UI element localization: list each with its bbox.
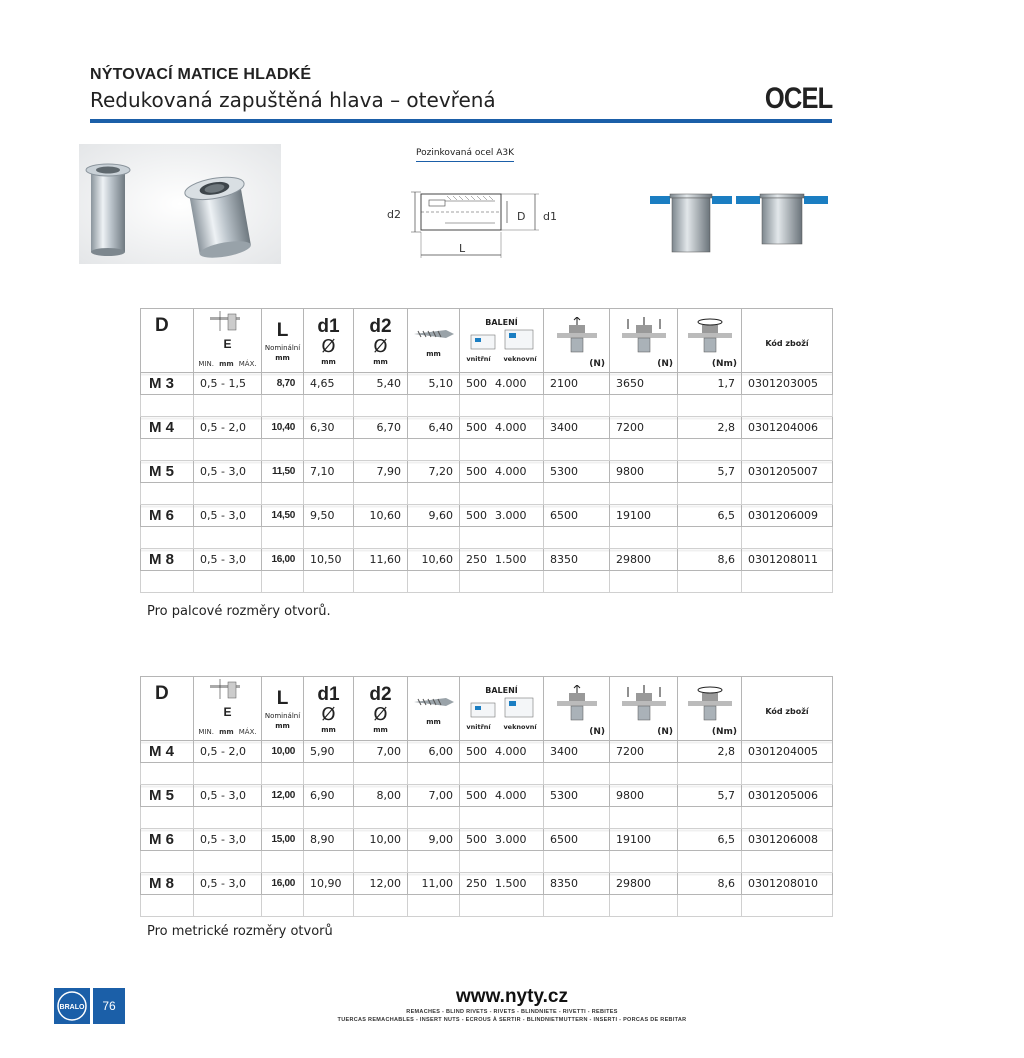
spacer-cell — [304, 571, 354, 593]
spacer-cell — [678, 807, 742, 829]
spacer-cell — [408, 763, 460, 785]
section-subtitle: Redukovaná zapuštěná hlava – otevřená — [90, 88, 496, 112]
spacer-cell — [354, 895, 408, 917]
spacer-cell — [141, 807, 194, 829]
cell-f2: 7200 — [610, 741, 678, 763]
spacer-cell — [544, 395, 610, 417]
cell-l: 15,00 — [262, 829, 304, 851]
cell-packing-outer: 3.000 — [495, 833, 527, 846]
spacer-cell — [460, 807, 544, 829]
cell-l: 16,00 — [262, 873, 304, 895]
table-row — [141, 417, 833, 439]
spacer-cell — [678, 571, 742, 593]
col-code: Kód zboží — [742, 309, 833, 373]
cell-f2: 7200 — [610, 417, 678, 439]
spacer-cell — [678, 483, 742, 505]
spacer-cell — [678, 527, 742, 549]
cell-packing — [460, 417, 544, 439]
cell-d2: 11,60 — [354, 549, 408, 571]
col-l: L Nominální mm — [262, 309, 304, 373]
spacer-cell — [354, 527, 408, 549]
cell-e: 0,5 - 3,0 — [194, 549, 262, 571]
cell-s: 11,00 — [408, 873, 460, 895]
spacer-cell — [460, 895, 544, 917]
spacer-cell — [354, 439, 408, 461]
spacer-cell — [408, 439, 460, 461]
cell-packing-outer: 4.000 — [495, 789, 527, 802]
cell-s: 7,20 — [408, 461, 460, 483]
spacer-cell — [610, 807, 678, 829]
cell-f1: 2100 — [544, 373, 610, 395]
drill-bit-icon — [412, 692, 456, 712]
cell-t: 5,7 — [678, 785, 742, 807]
tensile-force-icon — [555, 685, 599, 729]
label-d1: d1 — [543, 210, 557, 223]
spacer-cell — [262, 527, 304, 549]
spacer-cell — [304, 895, 354, 917]
cell-d2: 7,00 — [354, 741, 408, 763]
spacer-row — [141, 483, 833, 505]
cell-packing — [460, 785, 544, 807]
spacer-cell — [610, 439, 678, 461]
cell-l: 8,70 — [262, 373, 304, 395]
spacer-cell — [544, 527, 610, 549]
torque-icon — [686, 685, 734, 729]
cell-code: 0301205007 — [742, 461, 833, 483]
website-url[interactable]: www.nyty.cz — [456, 986, 568, 1007]
cell-f1: 6500 — [544, 505, 610, 527]
cell-e: 0,5 - 1,5 — [194, 373, 262, 395]
col-force-shear: (N) — [610, 309, 678, 373]
cell-s: 9,60 — [408, 505, 460, 527]
spacer-cell — [460, 763, 544, 785]
mounted-view-before — [650, 188, 732, 258]
cell-d: M 6 — [141, 505, 194, 527]
cell-packing — [460, 741, 544, 763]
cell-s: 6,40 — [408, 417, 460, 439]
cell-packing-outer: 3.000 — [495, 509, 527, 522]
note-inch: Pro palcové rozměry otvorů. — [147, 604, 331, 619]
shear-force-icon — [620, 317, 668, 361]
cell-code: 0301204005 — [742, 741, 833, 763]
cell-packing-outer: 4.000 — [495, 421, 527, 434]
drill-bit-icon — [412, 324, 456, 344]
spacer-cell — [544, 571, 610, 593]
table-header-row — [141, 677, 833, 741]
cell-code: 0301203005 — [742, 373, 833, 395]
col-force-tension: (N) — [544, 677, 610, 741]
cell-l: 16,00 — [262, 549, 304, 571]
spacer-row — [141, 439, 833, 461]
cell-f2: 29800 — [610, 549, 678, 571]
spacer-cell — [460, 527, 544, 549]
cell-packing — [460, 373, 544, 395]
cell-packing-outer: 4.000 — [495, 377, 527, 390]
spacer-cell — [354, 807, 408, 829]
spec-table-inch — [140, 308, 833, 593]
cell-d1: 10,90 — [304, 873, 354, 895]
cell-s: 10,60 — [408, 549, 460, 571]
cell-f1: 5300 — [544, 461, 610, 483]
spacer-cell — [610, 527, 678, 549]
spacer-cell — [544, 763, 610, 785]
cell-f1: 6500 — [544, 829, 610, 851]
spacer-cell — [354, 851, 408, 873]
spacer-cell — [408, 571, 460, 593]
spacer-cell — [460, 483, 544, 505]
cell-packing-outer: 1.500 — [495, 877, 527, 890]
cell-packing-inner: 500 — [466, 509, 487, 522]
col-d1: d1 Ø mm — [304, 309, 354, 373]
logo-text: BRALO — [59, 1004, 85, 1011]
shear-force-icon — [620, 685, 668, 729]
spacer-cell — [408, 851, 460, 873]
spacer-row — [141, 851, 833, 873]
cell-d2: 10,60 — [354, 505, 408, 527]
spacer-cell — [262, 807, 304, 829]
cell-packing-outer: 4.000 — [495, 465, 527, 478]
cell-f1: 5300 — [544, 785, 610, 807]
cell-d1: 4,65 — [304, 373, 354, 395]
cell-t: 6,5 — [678, 505, 742, 527]
cell-packing-inner: 500 — [466, 465, 487, 478]
material-note: Pozinkovaná ocel A3K — [416, 148, 514, 162]
spacer-row — [141, 763, 833, 785]
cell-code: 0301208011 — [742, 549, 833, 571]
spacer-cell — [742, 527, 833, 549]
spacer-cell — [354, 571, 408, 593]
cell-f2: 9800 — [610, 785, 678, 807]
cell-l: 14,50 — [262, 505, 304, 527]
cell-l: 12,00 — [262, 785, 304, 807]
table-row — [141, 505, 833, 527]
spacer-cell — [354, 395, 408, 417]
spacer-cell — [262, 483, 304, 505]
cell-s: 6,00 — [408, 741, 460, 763]
cell-d2: 7,90 — [354, 461, 408, 483]
spacer-cell — [304, 763, 354, 785]
cell-d: M 8 — [141, 549, 194, 571]
spacer-cell — [408, 807, 460, 829]
cell-d1: 6,90 — [304, 785, 354, 807]
spacer-cell — [678, 851, 742, 873]
spacer-cell — [742, 807, 833, 829]
col-e: E MIN. mm MÁX. — [194, 677, 262, 741]
cell-d2: 6,70 — [354, 417, 408, 439]
cell-d1: 9,50 — [304, 505, 354, 527]
cell-packing-outer: 1.500 — [495, 553, 527, 566]
mounted-view-after — [736, 188, 828, 248]
spacer-cell — [141, 395, 194, 417]
cell-packing — [460, 549, 544, 571]
packing-boxes-icon — [467, 695, 537, 719]
spacer-cell — [544, 439, 610, 461]
cell-s: 5,10 — [408, 373, 460, 395]
spacer-cell — [742, 571, 833, 593]
spacer-cell — [141, 851, 194, 873]
spacer-cell — [460, 439, 544, 461]
cell-f2: 3650 — [610, 373, 678, 395]
spacer-cell — [194, 395, 262, 417]
cell-f2: 19100 — [610, 505, 678, 527]
spacer-cell — [610, 895, 678, 917]
spacer-cell — [141, 763, 194, 785]
cell-l: 11,50 — [262, 461, 304, 483]
cell-code: 0301208010 — [742, 873, 833, 895]
grip-range-icon — [206, 311, 250, 333]
note-metric: Pro metrické rozměry otvorů — [147, 924, 333, 939]
label-L: L — [459, 242, 466, 255]
table-row — [141, 741, 833, 763]
table-row — [141, 785, 833, 807]
cell-d1: 8,90 — [304, 829, 354, 851]
cell-packing-inner: 500 — [466, 789, 487, 802]
spacer-row — [141, 395, 833, 417]
tensile-force-icon — [555, 317, 599, 361]
spacer-cell — [742, 395, 833, 417]
cell-d: M 4 — [141, 417, 194, 439]
spacer-cell — [304, 483, 354, 505]
spacer-row — [141, 895, 833, 917]
cell-d: M 5 — [141, 785, 194, 807]
cell-code: 0301206009 — [742, 505, 833, 527]
cell-f1: 3400 — [544, 417, 610, 439]
spacer-cell — [742, 483, 833, 505]
col-torque: (Nm) — [678, 309, 742, 373]
cell-l: 10,40 — [262, 417, 304, 439]
spacer-cell — [141, 483, 194, 505]
spacer-cell — [460, 395, 544, 417]
cell-d1: 10,50 — [304, 549, 354, 571]
spacer-cell — [141, 527, 194, 549]
spacer-cell — [141, 439, 194, 461]
spacer-cell — [610, 395, 678, 417]
col-d: D — [141, 677, 194, 741]
cell-code: 0301206008 — [742, 829, 833, 851]
spacer-cell — [460, 851, 544, 873]
grip-range-icon — [206, 679, 250, 701]
spacer-cell — [742, 439, 833, 461]
col-force-shear: (N) — [610, 677, 678, 741]
spacer-cell — [262, 439, 304, 461]
page-number: 76 — [93, 988, 125, 1024]
cell-packing — [460, 505, 544, 527]
cell-packing-inner: 250 — [466, 877, 487, 890]
cell-d2: 8,00 — [354, 785, 408, 807]
spacer-cell — [304, 807, 354, 829]
spacer-cell — [141, 571, 194, 593]
cell-s: 9,00 — [408, 829, 460, 851]
cell-code: 0301205006 — [742, 785, 833, 807]
spacer-cell — [304, 439, 354, 461]
spacer-cell — [460, 571, 544, 593]
section-title: NÝTOVACÍ MATICE HLADKÉ — [90, 66, 312, 83]
col-code: Kód zboží — [742, 677, 833, 741]
cell-f1: 8350 — [544, 549, 610, 571]
spacer-cell — [262, 851, 304, 873]
spacer-cell — [194, 439, 262, 461]
cell-t: 6,5 — [678, 829, 742, 851]
spacer-cell — [408, 395, 460, 417]
col-d: D — [141, 309, 194, 373]
spacer-cell — [262, 763, 304, 785]
cell-l: 10,00 — [262, 741, 304, 763]
col-e: E MIN. mm MÁX. — [194, 309, 262, 373]
cell-packing-inner: 500 — [466, 745, 487, 758]
spacer-cell — [408, 895, 460, 917]
spacer-row — [141, 527, 833, 549]
col-packing: BALENÍ vnitřní veknovní — [460, 677, 544, 741]
spacer-cell — [262, 895, 304, 917]
cell-d: M 4 — [141, 741, 194, 763]
cell-e: 0,5 - 3,0 — [194, 505, 262, 527]
cell-d: M 6 — [141, 829, 194, 851]
spacer-cell — [544, 807, 610, 829]
footer-tagline-1: REMACHES - BLIND RIVETS - RIVETS - BLINDNIETE - RIVETTI - REBITES — [406, 1009, 618, 1015]
cell-f2: 9800 — [610, 461, 678, 483]
cell-packing — [460, 873, 544, 895]
cell-d2: 10,00 — [354, 829, 408, 851]
cell-t: 8,6 — [678, 549, 742, 571]
col-force-tension: (N) — [544, 309, 610, 373]
cell-f2: 29800 — [610, 873, 678, 895]
spacer-cell — [408, 483, 460, 505]
spacer-cell — [194, 895, 262, 917]
spacer-cell — [304, 395, 354, 417]
cell-f1: 8350 — [544, 873, 610, 895]
col-d2: d2 Ø mm — [354, 309, 408, 373]
cell-f1: 3400 — [544, 741, 610, 763]
spacer-cell — [678, 763, 742, 785]
footer-tagline-2: TUERCAS REMACHABLES - INSERT NUTS - ECROUS À SERTIR - BLINDNIETMUTTERN - INSERTI - PORCAS DE REBITAR — [337, 1017, 687, 1023]
table-row — [141, 549, 833, 571]
spacer-cell — [408, 527, 460, 549]
header-rule — [90, 119, 832, 123]
spacer-cell — [610, 483, 678, 505]
label-D: D — [517, 210, 526, 223]
col-torque: (Nm) — [678, 677, 742, 741]
cell-f2: 19100 — [610, 829, 678, 851]
cell-packing — [460, 829, 544, 851]
col-d2: d2 Ø mm — [354, 677, 408, 741]
cell-d1: 6,30 — [304, 417, 354, 439]
packing-boxes-icon — [467, 327, 537, 351]
col-l: L Nominální mm — [262, 677, 304, 741]
spacer-cell — [544, 483, 610, 505]
col-d1: d1 Ø mm — [304, 677, 354, 741]
cell-t: 5,7 — [678, 461, 742, 483]
spacer-cell — [304, 527, 354, 549]
spacer-cell — [678, 439, 742, 461]
spacer-cell — [141, 895, 194, 917]
table-row — [141, 873, 833, 895]
cell-packing-inner: 500 — [466, 833, 487, 846]
spacer-row — [141, 807, 833, 829]
cell-e: 0,5 - 2,0 — [194, 417, 262, 439]
cell-s: 7,00 — [408, 785, 460, 807]
spacer-cell — [262, 571, 304, 593]
label-d2: d2 — [387, 208, 401, 221]
cell-packing-outer: 4.000 — [495, 745, 527, 758]
torque-icon — [686, 317, 734, 361]
table-row — [141, 461, 833, 483]
cell-d1: 5,90 — [304, 741, 354, 763]
spacer-cell — [194, 807, 262, 829]
spacer-cell — [610, 571, 678, 593]
cell-e: 0,5 - 3,0 — [194, 829, 262, 851]
table-row — [141, 829, 833, 851]
cell-packing-inner: 500 — [466, 377, 487, 390]
material-label: OCEL — [764, 82, 832, 115]
cell-d1: 7,10 — [304, 461, 354, 483]
spacer-cell — [742, 851, 833, 873]
col-packing: BALENÍ vnitřní veknovní — [460, 309, 544, 373]
spacer-cell — [262, 395, 304, 417]
spacer-cell — [742, 895, 833, 917]
technical-drawing — [385, 180, 565, 260]
spacer-cell — [194, 527, 262, 549]
cell-packing-inner: 250 — [466, 553, 487, 566]
spacer-cell — [194, 483, 262, 505]
col-screw: mm — [408, 677, 460, 741]
cell-packing-inner: 500 — [466, 421, 487, 434]
spacer-cell — [354, 763, 408, 785]
spacer-cell — [544, 895, 610, 917]
cell-e: 0,5 - 3,0 — [194, 461, 262, 483]
cell-d: M 5 — [141, 461, 194, 483]
spacer-cell — [544, 851, 610, 873]
product-photo — [79, 144, 281, 264]
table-header-row — [141, 309, 833, 373]
spacer-cell — [354, 483, 408, 505]
cell-t: 8,6 — [678, 873, 742, 895]
spacer-cell — [678, 895, 742, 917]
cell-t: 2,8 — [678, 417, 742, 439]
cell-t: 2,8 — [678, 741, 742, 763]
cell-d2: 5,40 — [354, 373, 408, 395]
cell-d: M 3 — [141, 373, 194, 395]
cell-packing — [460, 461, 544, 483]
col-screw: mm — [408, 309, 460, 373]
spec-table-metric — [140, 676, 833, 917]
spacer-cell — [194, 851, 262, 873]
table-row — [141, 373, 833, 395]
cell-e: 0,5 - 3,0 — [194, 873, 262, 895]
cell-code: 0301204006 — [742, 417, 833, 439]
cell-d2: 12,00 — [354, 873, 408, 895]
cell-e: 0,5 - 3,0 — [194, 785, 262, 807]
cell-e: 0,5 - 2,0 — [194, 741, 262, 763]
cell-d: M 8 — [141, 873, 194, 895]
spacer-cell — [610, 851, 678, 873]
spacer-cell — [194, 763, 262, 785]
cell-t: 1,7 — [678, 373, 742, 395]
spacer-row — [141, 571, 833, 593]
spacer-cell — [304, 851, 354, 873]
spacer-cell — [678, 395, 742, 417]
spacer-cell — [610, 763, 678, 785]
spacer-cell — [194, 571, 262, 593]
spacer-cell — [742, 763, 833, 785]
